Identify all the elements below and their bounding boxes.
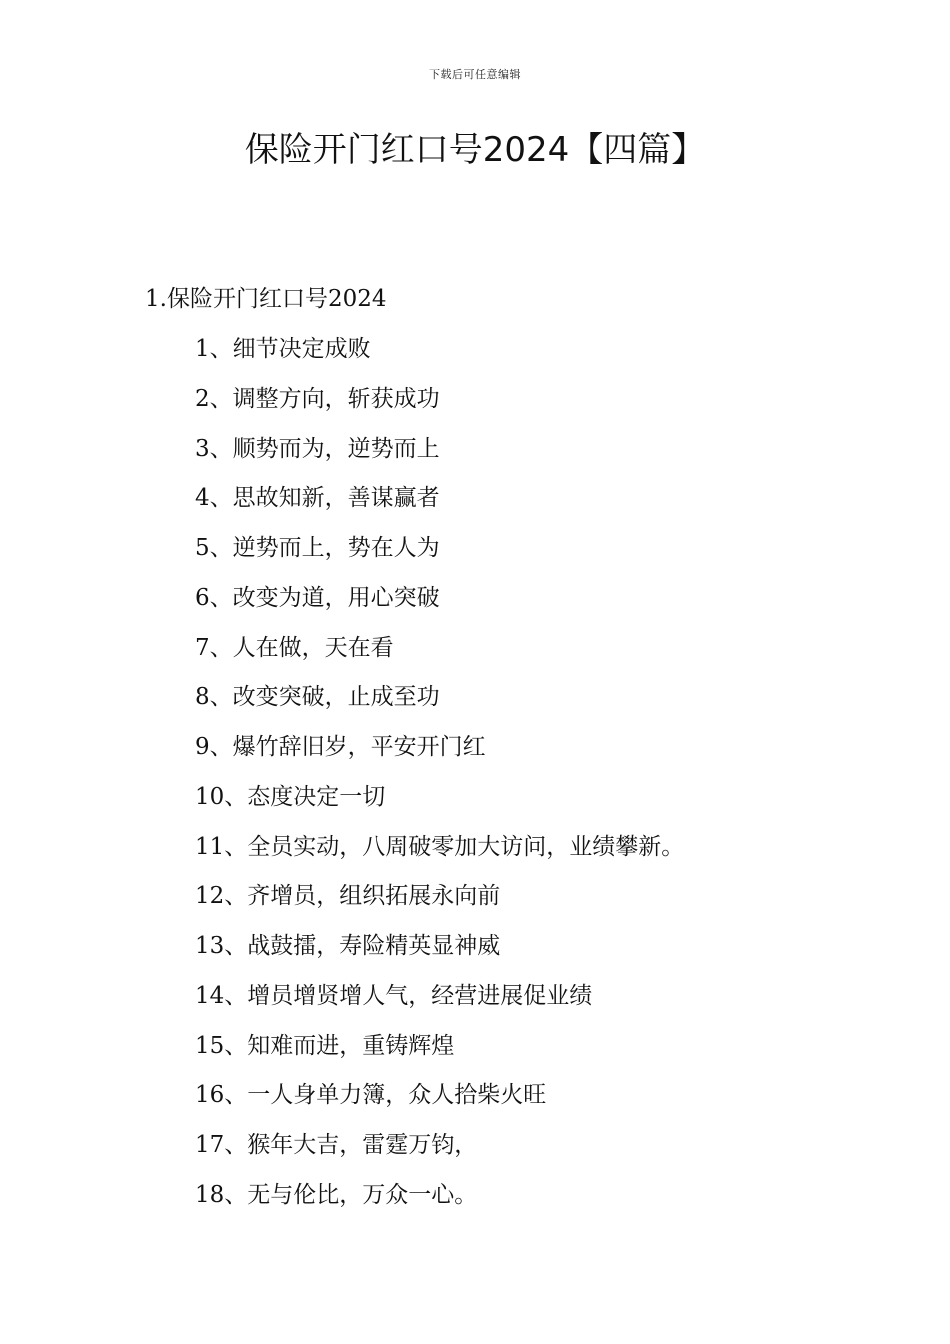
slogan-item: 2、调整方向，斩获成功 (195, 385, 440, 412)
slogan-item: 4、思故知新，善谋赢者 (195, 485, 440, 512)
slogan-item: 13、战鼓擂，寿险精英显神威 (195, 933, 501, 959)
header-note: 下载后可任意编辑 (429, 68, 521, 81)
section-heading: 1.保险开门红口号2024 (145, 286, 387, 312)
slogan-item: 12、齐增员，组织拓展永向前 (195, 883, 501, 910)
slogan-item: 9、爆竹辞旧岁，平安开门红 (195, 734, 486, 760)
slogan-item: 5、逆势而上，势在人为 (195, 535, 440, 561)
slogan-item: 16、一人身单力簿，众人拾柴火旺 (195, 1082, 547, 1109)
slogan-item: 14、增员增贤增人气，经营进展促业绩 (195, 982, 593, 1009)
slogan-item: 10、态度决定一切 (195, 783, 386, 810)
slogan-list (195, 332, 684, 1228)
slogan-item: 6、改变为道，用心突破 (195, 584, 440, 611)
slogan-item: 1、细节决定成败 (195, 336, 371, 362)
slogan-item: 15、知难而进，重铸辉煌 (195, 1032, 455, 1059)
slogan-item: 8、改变突破，止成至功 (195, 684, 440, 711)
slogan-item: 7、人在做，天在看 (195, 634, 394, 661)
slogan-item: 3、顺势而为，逆势而上 (195, 435, 440, 462)
slogan-item: 18、无与伦比，万众一心。 (195, 1181, 478, 1208)
slogan-item: 17、猴年大吉，雷霆万钧， (195, 1132, 478, 1158)
slogan-item: 11、全员实动，八周破零加大访问，业绩攀新。 (195, 833, 685, 860)
document-title: 保险开门红口号2024【四篇】 (244, 130, 706, 170)
